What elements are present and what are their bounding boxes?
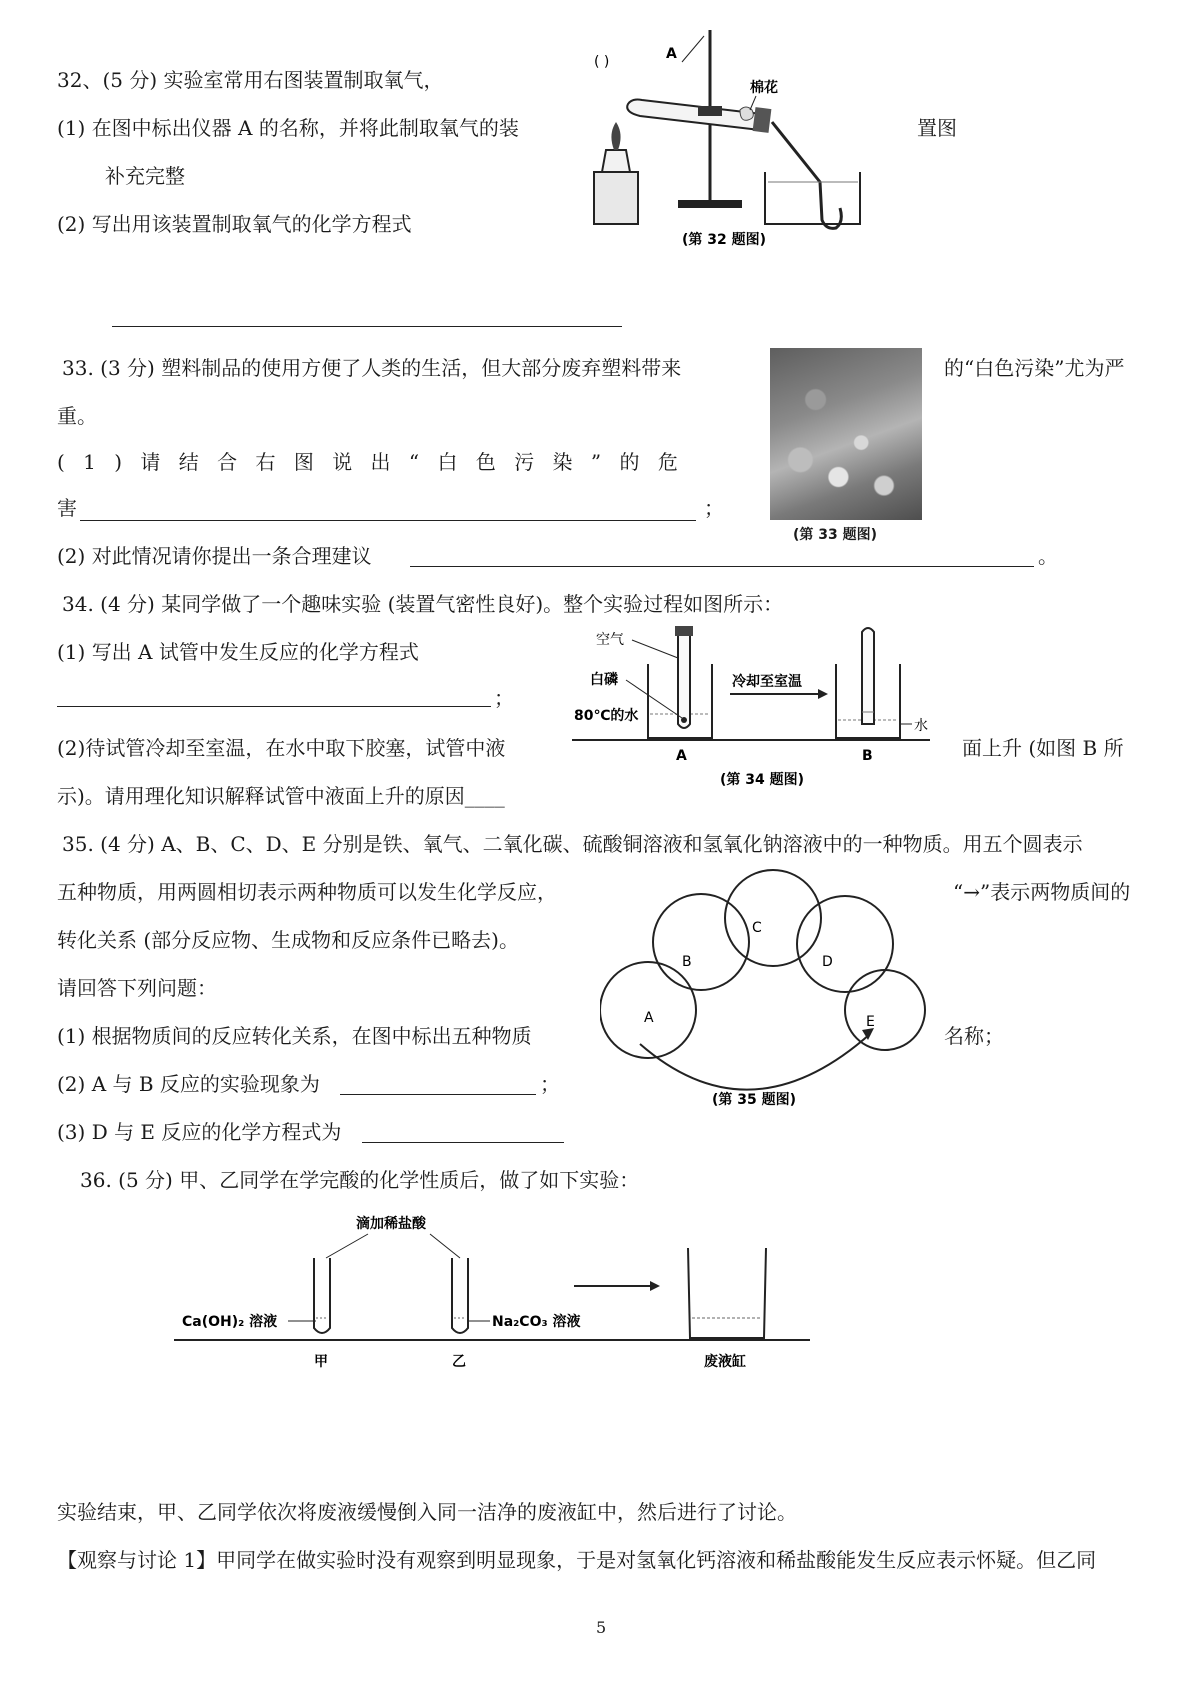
page-number: 5 [596,1618,607,1637]
q34-label-a: A [676,748,687,764]
q35-line1: 35. (4 分) A、B、C、D、E 分别是铁、氧气、二氧化碳、硫酸铜溶液和氢氧化钠溶液中的一种物质。用五个圆表示 [62,832,1083,856]
q35-line4: 请回答下列问题： [57,976,217,1000]
q33-caption: (第 33 题图) [793,527,878,543]
q32-line2b: 置图 [917,116,957,140]
q33-line4b: ； [704,496,724,520]
q32-answer-blank [112,326,622,327]
q34-label-hot-water: 80℃的水 [574,708,639,724]
q36-label-na2co3: Na₂CO₃ 溶液 [492,1314,581,1330]
q34-line2: (1) 写出 A 试管中发生反应的化学方程式 [57,640,419,664]
q35-label-d: D [822,954,833,970]
q33-line1a: 33. (3 分) 塑料制品的使用方便了人类的生活，但大部分废弃塑料带来 [62,356,682,380]
q35-blank-1 [340,1094,536,1095]
q35-caption: (第 35 题图) [712,1092,797,1108]
q32-label-a: A [666,46,677,62]
q36-line2: 实验结束，甲、乙同学依次将废液缓慢倒入同一洁净的废液缸中，然后进行了讨论。 [57,1500,797,1524]
q34-line5: 示)。请用理化知识解释试管中液面上升的原因____ [57,784,505,808]
q34-label-air: 空气 [596,632,624,648]
q34-line4a: (2)待试管冷却至室温，在水中取下胶塞，试管中液 [57,736,506,760]
q35-line2a: 五种物质，用两圆相切表示两种物质可以发生化学反应， [57,880,557,904]
q35-line6a: (2) A 与 B 反应的实验现象为 [57,1072,320,1096]
q36-line1: 36. (5 分) 甲、乙同学在学完酸的化学性质后，做了如下实验： [80,1168,640,1192]
q34-figure [560,620,940,790]
q35-label-a: A [644,1010,654,1026]
q35-line6b: ； [540,1072,560,1096]
q36-label-acid: 滴加稀盐酸 [356,1216,426,1232]
q33-line2: 重。 [57,404,97,428]
q34-label-cool: 冷却至室温 [732,674,802,690]
q34-caption: (第 34 题图) [720,772,805,788]
q32-line3: 补充完整 [105,164,185,188]
q32-line1: 32、(5 分) 实验室常用右图装置制取氧气， [57,68,444,92]
q35-label-b: B [682,954,692,970]
q33-line3: ( 1 ) 请 结 合 右 图 说 出 “ 白 色 污 染 ” 的 危 [57,450,684,474]
q32-line4: (2) 写出用该装置制取氧气的化学方程式 [57,212,412,236]
q35-circle-d [797,896,893,992]
q35-label-e: E [866,1014,875,1030]
q32-line2a: (1) 在图中标出仪器 A 的名称，并将此制取氧气的装 [57,116,519,140]
q33-blank-1 [80,520,696,521]
q33-pollution-photo [770,348,922,520]
q35-circle-e [845,970,925,1050]
q33-line4a: 害 [57,496,77,520]
q35-label-c: C [752,920,762,936]
q32-caption: (第 32 题图) [682,232,767,248]
q33-line1b: 的“白色污染”尤为严 [944,356,1125,380]
q35-circle-b [653,894,749,990]
q34-label-b: B [862,748,873,764]
q35-line5a: (1) 根据物质间的反应转化关系，在图中标出五种物质 [57,1024,532,1048]
q36-figure [160,1206,820,1376]
q34-blank-1 [57,706,491,707]
q35-blank-2 [362,1142,564,1143]
q33-line5a: (2) 对此情况请你提出一条合理建议 [57,544,372,568]
q35-line3: 转化关系 (部分反应物、生成物和反应条件已略去)。 [57,928,519,952]
q34-label-phosphorus: 白磷 [590,672,618,688]
q35-line7: (3) D 与 E 反应的化学方程式为 [57,1120,342,1144]
q34-line1: 34. (4 分) 某同学做了一个趣味实验 (装置气密性良好)。整个实验过程如图所示： [62,592,784,616]
q33-line5b: 。 [1038,544,1058,568]
q34-line4b: 面上升 (如图 B 所 [962,736,1124,760]
q32-label-paren: ( ) [594,54,610,70]
q32-figure [590,22,870,252]
q32-label-cotton: 棉花 [750,80,778,96]
q35-line2b: “→”表示两物质间的 [953,880,1131,904]
q36-label-caoh: Ca(OH)₂ 溶液 [182,1314,278,1330]
q35-figure [600,866,930,1116]
q36-label-jia: 甲 [314,1354,328,1370]
q34-line3b: ； [494,686,514,710]
q36-label-waste: 废液缸 [704,1354,746,1370]
q35-line5b: 名称； [944,1024,1004,1048]
q34-label-water: 水 [914,718,928,734]
q36-label-yi: 乙 [452,1354,466,1370]
q33-blank-2 [410,566,1034,567]
q36-line3: 【观察与讨论 1】甲同学在做实验时没有观察到明显现象，于是对氢氧化钙溶液和稀盐酸能发生反应表示怀疑。但乙同 [57,1548,1097,1572]
q35-circle-c [725,870,821,966]
